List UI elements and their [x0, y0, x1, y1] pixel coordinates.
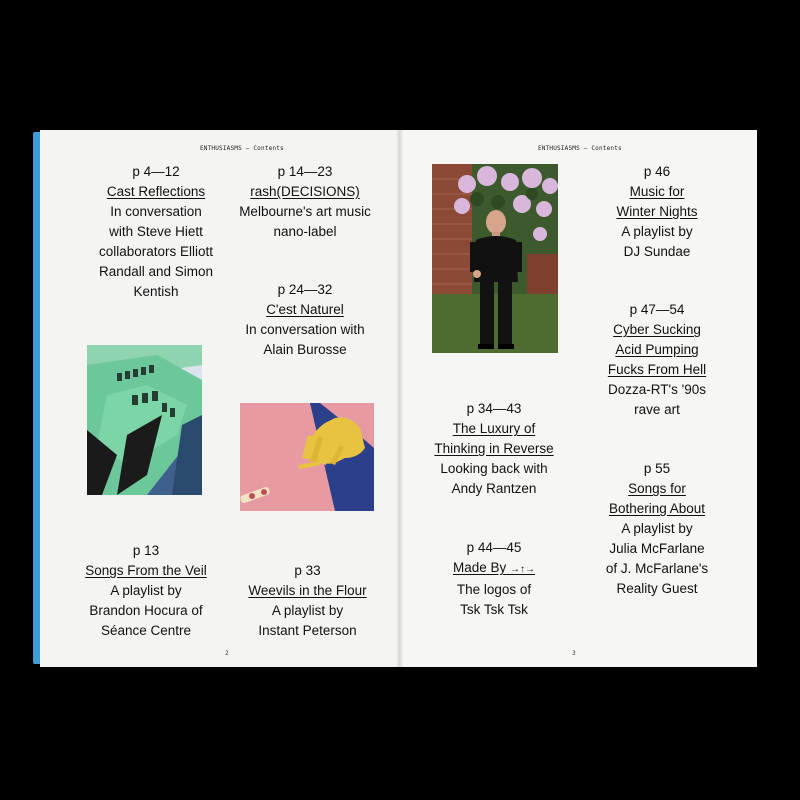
- page-range: p 47—54: [629, 302, 685, 317]
- entry-desc-line: nano-label: [273, 224, 337, 239]
- page-range: p 46: [643, 164, 671, 179]
- page-number-left: 2: [225, 650, 229, 657]
- toc-entry-rash-decisions: [230, 162, 380, 242]
- entry-desc-line: A playlist by: [271, 603, 344, 618]
- entry-desc-line: Reality Guest: [616, 581, 698, 596]
- entry-desc-line: Tsk Tsk Tsk: [460, 602, 528, 617]
- toc-entry-cast-reflections: [76, 162, 236, 302]
- entry-desc-line: Séance Centre: [100, 623, 192, 638]
- entry-desc-line: Dozza-RT's '90s: [608, 382, 706, 397]
- entry-title: Bothering About: [608, 501, 706, 516]
- toc-entry-made-by: [424, 538, 564, 620]
- entry-title: Cyber Sucking: [613, 322, 701, 337]
- page-range: p 13: [132, 543, 160, 558]
- entry-desc-line: Melbourne's art music: [239, 204, 371, 219]
- page-range: p 4—12: [132, 164, 180, 179]
- entry-desc-line: of J. McFarlane's: [605, 561, 709, 576]
- page-range: p 14—23: [277, 164, 333, 179]
- entry-title: Songs for: [628, 481, 686, 496]
- page-range: p 24—32: [277, 282, 333, 297]
- entry-title: Fucks From Hell: [607, 362, 707, 377]
- page-range: p 55: [643, 461, 671, 476]
- entry-title: C'est Naturel: [266, 302, 344, 317]
- page-number-right: 3: [572, 650, 576, 657]
- architecture-photo: [87, 345, 202, 495]
- entry-desc-line: Brandon Hocura of: [89, 603, 203, 618]
- entry-desc-line: DJ Sundae: [623, 244, 691, 259]
- page-range: p 44—45: [466, 540, 522, 555]
- entry-desc-line: Looking back with: [440, 461, 548, 476]
- running-head-left: ENTHUSIASMS — Contents: [200, 145, 284, 152]
- entry-title: Acid Pumping: [615, 342, 699, 357]
- book-gutter: [396, 130, 403, 667]
- toc-entry-weevils-in-the-flour: [235, 561, 380, 641]
- entry-title: Cast Reflections: [106, 184, 206, 199]
- entry-title: Winter Nights: [616, 204, 698, 219]
- entry-desc-line: Andy Rantzen: [451, 481, 537, 496]
- toc-entry-luxury-of-thinking: [424, 399, 564, 499]
- toc-entry-songs-from-the-veil: [76, 541, 216, 641]
- arrow-glyphs-icon: →↑→: [510, 564, 536, 575]
- entry-desc-line: Instant Peterson: [258, 623, 357, 638]
- entry-desc-line: rave art: [634, 402, 680, 417]
- entry-title: rash(DECISIONS): [250, 184, 360, 199]
- entry-title: Weevils in the Flour: [248, 583, 367, 598]
- entry-desc-line: Julia McFarlane: [609, 541, 705, 556]
- toc-entry-songs-for-bothering-about: [582, 459, 732, 599]
- entry-title: Music for: [629, 184, 685, 199]
- hand-photo: [240, 403, 374, 511]
- entry-title: Songs From the Veil: [85, 563, 207, 578]
- entry-desc-line: Randall and Simon: [98, 264, 214, 279]
- entry-desc-line: Alain Burosse: [263, 342, 347, 357]
- portrait-photo: [432, 164, 558, 353]
- entry-desc-line: In conversation: [110, 204, 202, 219]
- entry-desc-line: The logos of: [456, 582, 532, 597]
- entry-title: Thinking in Reverse: [434, 441, 554, 456]
- entry-desc-line: A playlist by: [621, 224, 693, 239]
- entry-desc-line: collaborators Elliott: [98, 244, 214, 259]
- entry-title: The Luxury of: [452, 421, 536, 436]
- entry-desc-line: In conversation with: [245, 322, 365, 337]
- toc-entry-cyber-sucking: [582, 300, 732, 420]
- entry-title: [424, 558, 564, 580]
- entry-desc-line: A playlist by: [110, 583, 182, 598]
- toc-entry-cest-naturel: [230, 280, 380, 360]
- page-range: p 33: [294, 563, 321, 578]
- entry-desc-line: with Steve Hiett: [109, 224, 203, 239]
- running-head-right: ENTHUSIASMS — Contents: [538, 145, 622, 152]
- entry-title-text: Made By: [452, 560, 507, 575]
- entry-desc-line: A playlist by: [621, 521, 693, 536]
- entry-desc-line: Kentish: [133, 284, 179, 299]
- page-range: p 34—43: [466, 401, 522, 416]
- toc-entry-music-for-winter-nights: [582, 162, 732, 262]
